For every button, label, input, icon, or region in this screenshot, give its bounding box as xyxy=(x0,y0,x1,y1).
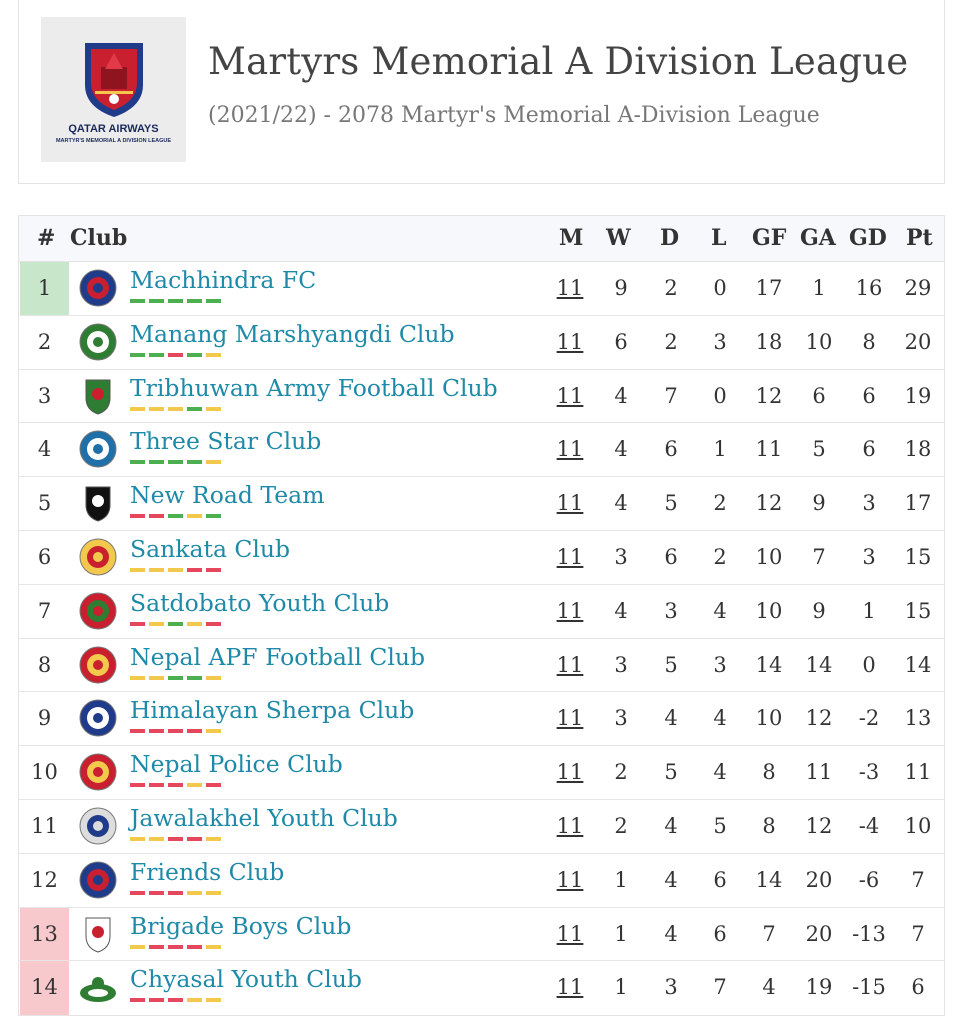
form-loss-marker xyxy=(149,729,164,733)
table-body xyxy=(19,262,944,1015)
recent-form xyxy=(130,998,221,1002)
form-win-marker xyxy=(168,299,183,303)
form-win-marker xyxy=(168,676,183,680)
three-star-crest-icon xyxy=(78,429,118,469)
sherpa-crest-icon xyxy=(78,698,118,738)
form-loss-marker xyxy=(149,783,164,787)
stat-gd-cell: 1 xyxy=(862,598,876,623)
stat-m-cell[interactable]: 11 xyxy=(556,760,584,785)
stat-m-cell[interactable]: 11 xyxy=(556,706,584,731)
stat-ga-cell: 19 xyxy=(805,975,833,1000)
form-draw-marker xyxy=(130,676,145,680)
form-draw-marker xyxy=(130,945,145,949)
stat-gd-cell: -6 xyxy=(858,867,880,892)
friends-crest-icon xyxy=(78,860,118,900)
stat-gd-cell: 3 xyxy=(862,544,876,569)
form-draw-marker xyxy=(206,891,221,895)
stat-ga-cell: 10 xyxy=(805,329,833,354)
stat-gf-cell: 8 xyxy=(762,760,776,785)
stat-d-cell: 6 xyxy=(664,544,678,569)
col-ga-header: GA xyxy=(800,225,836,251)
table-row xyxy=(19,961,944,1015)
logo-sub-text: MARTYR'S MEMORIAL A DIVISION LEAGUE xyxy=(55,138,172,144)
col-pt-header: Pt xyxy=(906,225,933,251)
position-cell: 10 xyxy=(31,760,58,785)
position-cell: 5 xyxy=(37,491,52,516)
stat-l-cell: 5 xyxy=(713,813,727,838)
form-loss-marker xyxy=(187,945,202,949)
col-m-header: M xyxy=(559,225,584,251)
form-loss-marker xyxy=(168,353,183,357)
recent-form xyxy=(130,514,221,518)
recent-form xyxy=(130,783,221,787)
form-draw-marker xyxy=(206,676,221,680)
stat-d-cell: 2 xyxy=(664,329,678,354)
club-name-link[interactable]: Satdobato Youth Club xyxy=(130,588,390,617)
stat-gd-cell: 0 xyxy=(862,652,876,677)
recent-form xyxy=(130,891,221,895)
form-draw-marker xyxy=(168,568,183,572)
form-draw-marker xyxy=(149,568,164,572)
stat-m-cell[interactable]: 11 xyxy=(556,437,584,462)
stat-l-cell: 4 xyxy=(713,760,727,785)
stat-w-cell: 3 xyxy=(614,706,628,731)
chyasal-crest-icon xyxy=(78,967,118,1007)
form-win-marker xyxy=(187,676,202,680)
stat-gf-cell: 10 xyxy=(755,544,783,569)
stat-l-cell: 0 xyxy=(713,383,727,408)
position-cell: 6 xyxy=(37,544,52,569)
stat-gd-cell: -13 xyxy=(852,921,886,946)
position-cell: 12 xyxy=(31,867,58,892)
stat-m-cell[interactable]: 11 xyxy=(556,383,584,408)
manang-crest-icon xyxy=(78,322,118,362)
stat-pt-cell: 18 xyxy=(904,437,932,462)
form-loss-marker xyxy=(149,514,164,518)
table-row xyxy=(19,746,944,800)
position-cell: 8 xyxy=(37,652,52,677)
club-name-link[interactable]: Chyasal Youth Club xyxy=(130,965,362,994)
form-draw-marker xyxy=(149,837,164,841)
form-win-marker xyxy=(130,299,145,303)
form-draw-marker xyxy=(149,676,164,680)
col-gf-header: GF xyxy=(752,225,787,251)
form-win-marker xyxy=(187,460,202,464)
league-header xyxy=(18,0,945,184)
stat-m-cell[interactable]: 11 xyxy=(556,867,584,892)
club-name-link[interactable]: Jawalakhel Youth Club xyxy=(130,803,398,832)
stat-w-cell: 1 xyxy=(614,975,628,1000)
stat-m-cell[interactable]: 11 xyxy=(556,652,584,677)
stat-w-cell: 2 xyxy=(614,813,628,838)
army-crest-icon xyxy=(78,376,118,416)
stat-l-cell: 6 xyxy=(713,867,727,892)
stat-l-cell: 0 xyxy=(713,276,727,300)
stat-ga-cell: 14 xyxy=(805,652,833,677)
form-loss-marker xyxy=(187,568,202,572)
club-name-link[interactable]: Machhindra FC xyxy=(130,266,317,294)
form-draw-marker xyxy=(187,891,202,895)
club-name-link[interactable]: Tribhuwan Army Football Club xyxy=(130,373,498,402)
table-row xyxy=(19,316,944,370)
stat-d-cell: 3 xyxy=(664,975,678,1000)
stat-m-cell[interactable]: 11 xyxy=(556,329,584,354)
stat-ga-cell: 6 xyxy=(812,383,826,408)
stat-gf-cell: 7 xyxy=(762,921,776,946)
stat-gf-cell: 10 xyxy=(755,598,783,623)
col-d-header: D xyxy=(660,225,680,251)
stat-gf-cell: 10 xyxy=(755,706,783,731)
form-loss-marker xyxy=(130,783,145,787)
stat-ga-cell: 9 xyxy=(812,598,826,623)
club-name-link[interactable]: Himalayan Sherpa Club xyxy=(130,696,415,725)
stat-d-cell: 4 xyxy=(664,867,678,892)
stat-gd-cell: 3 xyxy=(862,491,876,516)
recent-form xyxy=(130,407,221,411)
table-row xyxy=(19,854,944,908)
form-loss-marker xyxy=(168,783,183,787)
form-draw-marker xyxy=(206,353,221,357)
jawalakhel-crest-icon xyxy=(78,806,118,846)
stat-pt-cell: 6 xyxy=(911,975,925,1000)
table-row xyxy=(19,639,944,693)
form-draw-marker xyxy=(130,568,145,572)
recent-form xyxy=(130,676,221,680)
form-loss-marker xyxy=(168,998,183,1002)
stat-w-cell: 1 xyxy=(614,867,628,892)
stat-gf-cell: 4 xyxy=(762,975,776,1000)
stat-ga-cell: 12 xyxy=(805,813,833,838)
form-loss-marker xyxy=(168,945,183,949)
stat-m-cell[interactable]: 11 xyxy=(556,921,584,946)
form-draw-marker xyxy=(187,514,202,518)
stat-ga-cell: 9 xyxy=(812,491,826,516)
position-cell: 11 xyxy=(31,813,58,838)
recent-form xyxy=(130,353,221,357)
form-loss-marker xyxy=(130,998,145,1002)
stat-m-cell[interactable]: 11 xyxy=(556,544,584,569)
stat-ga-cell: 5 xyxy=(812,437,826,462)
club-name-link[interactable]: Nepal Police Club xyxy=(130,750,343,779)
standings-table xyxy=(18,215,945,1016)
stat-l-cell: 7 xyxy=(713,975,727,1000)
stat-l-cell: 2 xyxy=(713,544,727,569)
form-loss-marker xyxy=(130,514,145,518)
club-name-link[interactable]: Three Star Club xyxy=(130,427,322,456)
stat-gf-cell: 14 xyxy=(755,867,783,892)
form-win-marker xyxy=(168,622,183,626)
stat-w-cell: 9 xyxy=(614,276,628,300)
stat-gd-cell: 6 xyxy=(862,437,876,462)
position-cell: 7 xyxy=(37,598,52,623)
form-loss-marker xyxy=(206,568,221,572)
col-w-header: W xyxy=(606,225,631,251)
position-cell: 4 xyxy=(37,437,52,462)
form-draw-marker xyxy=(168,407,183,411)
form-loss-marker xyxy=(130,729,145,733)
form-draw-marker xyxy=(206,945,221,949)
table-row xyxy=(19,531,944,585)
recent-form xyxy=(130,837,221,841)
position-cell: 14 xyxy=(20,961,69,1015)
stat-d-cell: 5 xyxy=(664,760,678,785)
stat-m-cell[interactable]: 11 xyxy=(556,813,584,838)
stat-gd-cell: -15 xyxy=(852,975,886,1000)
table-row xyxy=(19,370,944,424)
stat-gf-cell: 14 xyxy=(755,652,783,677)
stat-gf-cell: 11 xyxy=(755,437,783,462)
stat-gf-cell: 17 xyxy=(755,276,783,300)
stat-d-cell: 2 xyxy=(664,276,678,300)
stat-ga-cell: 12 xyxy=(805,706,833,731)
form-loss-marker xyxy=(187,837,202,841)
form-win-marker xyxy=(206,299,221,303)
form-loss-marker xyxy=(149,945,164,949)
table-row xyxy=(19,800,944,854)
league-logo xyxy=(41,17,186,162)
stat-gf-cell: 12 xyxy=(755,383,783,408)
form-loss-marker xyxy=(149,891,164,895)
form-win-marker xyxy=(130,460,145,464)
satdobato-crest-icon xyxy=(78,591,118,631)
club-name-link[interactable]: Manang Marshyangdi Club xyxy=(130,319,455,348)
form-draw-marker xyxy=(206,837,221,841)
form-draw-marker xyxy=(130,837,145,841)
sankata-crest-icon xyxy=(78,537,118,577)
machhindra-crest-icon xyxy=(78,268,118,308)
form-draw-marker xyxy=(206,998,221,1002)
stat-pt-cell: 7 xyxy=(911,867,925,892)
stat-l-cell: 6 xyxy=(713,921,727,946)
stat-w-cell: 2 xyxy=(614,760,628,785)
form-loss-marker xyxy=(130,891,145,895)
form-loss-marker xyxy=(168,891,183,895)
position-cell: 1 xyxy=(20,262,69,315)
form-loss-marker xyxy=(168,729,183,733)
stat-w-cell: 3 xyxy=(614,652,628,677)
stat-l-cell: 2 xyxy=(713,491,727,516)
stat-gd-cell: 16 xyxy=(855,276,883,300)
stat-pt-cell: 11 xyxy=(904,760,932,785)
stat-pt-cell: 13 xyxy=(904,706,932,731)
apf-crest-icon xyxy=(78,645,118,685)
recent-form xyxy=(130,622,221,626)
stat-ga-cell: 20 xyxy=(805,867,833,892)
stat-d-cell: 6 xyxy=(664,437,678,462)
stat-w-cell: 6 xyxy=(614,329,628,354)
stat-gd-cell: -3 xyxy=(858,760,880,785)
form-win-marker xyxy=(149,460,164,464)
stat-pt-cell: 29 xyxy=(904,276,932,300)
stat-pt-cell: 7 xyxy=(911,921,925,946)
logo-brand-text: QATAR AIRWAYS xyxy=(68,123,159,135)
form-draw-marker xyxy=(187,622,202,626)
form-draw-marker xyxy=(187,998,202,1002)
recent-form xyxy=(130,299,221,303)
form-win-marker xyxy=(149,299,164,303)
stat-w-cell: 4 xyxy=(614,383,628,408)
position-cell: 3 xyxy=(37,383,52,408)
table-row xyxy=(19,908,944,962)
stat-ga-cell: 7 xyxy=(812,544,826,569)
form-draw-marker xyxy=(187,783,202,787)
stat-d-cell: 5 xyxy=(664,652,678,677)
table-row xyxy=(19,262,944,316)
stat-pt-cell: 15 xyxy=(904,598,932,623)
club-name-link[interactable]: Sankata Club xyxy=(130,534,291,563)
stat-pt-cell: 20 xyxy=(904,329,932,354)
form-loss-marker xyxy=(149,998,164,1002)
stat-m-cell[interactable]: 11 xyxy=(556,276,584,300)
stat-d-cell: 7 xyxy=(664,383,678,408)
new-road-crest-icon xyxy=(78,483,118,523)
stat-w-cell: 4 xyxy=(614,491,628,516)
stat-pt-cell: 17 xyxy=(904,491,932,516)
stat-m-cell[interactable]: 11 xyxy=(556,975,584,1000)
stat-gf-cell: 12 xyxy=(755,491,783,516)
form-win-marker xyxy=(206,514,221,518)
form-draw-marker xyxy=(149,407,164,411)
recent-form xyxy=(130,729,221,733)
position-cell: 13 xyxy=(20,908,69,961)
page-subtitle: (2021/22) - 2078 Martyr's Memorial A-Division League xyxy=(208,103,820,128)
stat-m-cell[interactable]: 11 xyxy=(556,491,584,516)
form-draw-marker xyxy=(149,622,164,626)
stat-l-cell: 1 xyxy=(713,437,727,462)
stat-d-cell: 4 xyxy=(664,813,678,838)
form-win-marker xyxy=(187,299,202,303)
stat-gf-cell: 18 xyxy=(755,329,783,354)
recent-form xyxy=(130,945,221,949)
form-win-marker xyxy=(168,514,183,518)
form-loss-marker xyxy=(187,729,202,733)
form-win-marker xyxy=(149,353,164,357)
table-header xyxy=(19,216,944,262)
stat-l-cell: 4 xyxy=(713,706,727,731)
stat-ga-cell: 1 xyxy=(812,276,826,300)
stat-w-cell: 1 xyxy=(614,921,628,946)
form-loss-marker xyxy=(130,622,145,626)
position-cell: 9 xyxy=(37,706,52,731)
stat-l-cell: 3 xyxy=(713,329,727,354)
stat-gd-cell: 6 xyxy=(862,383,876,408)
stat-d-cell: 4 xyxy=(664,706,678,731)
stat-pt-cell: 15 xyxy=(904,544,932,569)
stat-l-cell: 3 xyxy=(713,652,727,677)
stat-pt-cell: 19 xyxy=(904,383,932,408)
stat-gd-cell: -4 xyxy=(858,813,880,838)
stat-d-cell: 5 xyxy=(664,491,678,516)
stat-d-cell: 3 xyxy=(664,598,678,623)
table-row xyxy=(19,477,944,531)
position-cell: 2 xyxy=(37,329,52,354)
form-draw-marker xyxy=(206,407,221,411)
stat-d-cell: 4 xyxy=(664,921,678,946)
col-l-header: L xyxy=(711,225,727,251)
stat-w-cell: 4 xyxy=(614,598,628,623)
stat-w-cell: 4 xyxy=(614,437,628,462)
stat-l-cell: 4 xyxy=(713,598,727,623)
page-title: Martyrs Memorial A Division League xyxy=(208,40,909,83)
club-name-link[interactable]: Nepal APF Football Club xyxy=(130,642,426,671)
stat-gf-cell: 8 xyxy=(762,813,776,838)
form-loss-marker xyxy=(168,837,183,841)
col-pos-header: # xyxy=(37,225,56,251)
club-name-link[interactable]: New Road Team xyxy=(130,481,325,510)
table-row xyxy=(19,692,944,746)
police-crest-icon xyxy=(78,752,118,792)
stat-ga-cell: 11 xyxy=(805,760,833,785)
form-draw-marker xyxy=(130,407,145,411)
stat-m-cell[interactable]: 11 xyxy=(556,598,584,623)
stat-ga-cell: 20 xyxy=(805,921,833,946)
brigade-crest-icon xyxy=(78,914,118,954)
col-club-header: Club xyxy=(70,225,128,251)
recent-form xyxy=(130,460,221,464)
form-loss-marker xyxy=(206,783,221,787)
stat-gd-cell: 8 xyxy=(862,329,876,354)
form-win-marker xyxy=(187,407,202,411)
form-loss-marker xyxy=(206,622,221,626)
league-shield-icon xyxy=(81,39,147,119)
form-win-marker xyxy=(187,353,202,357)
form-win-marker xyxy=(130,353,145,357)
table-row xyxy=(19,423,944,477)
stat-w-cell: 3 xyxy=(614,544,628,569)
table-row xyxy=(19,585,944,639)
recent-form xyxy=(130,568,221,572)
form-win-marker xyxy=(168,460,183,464)
form-draw-marker xyxy=(206,729,221,733)
club-name-link[interactable]: Brigade Boys Club xyxy=(130,911,352,940)
stat-pt-cell: 10 xyxy=(904,813,932,838)
stat-gd-cell: -2 xyxy=(858,706,880,731)
stat-pt-cell: 14 xyxy=(904,652,932,677)
club-name-link[interactable]: Friends Club xyxy=(130,857,285,886)
form-draw-marker xyxy=(206,460,221,464)
col-gd-header: GD xyxy=(849,225,887,251)
